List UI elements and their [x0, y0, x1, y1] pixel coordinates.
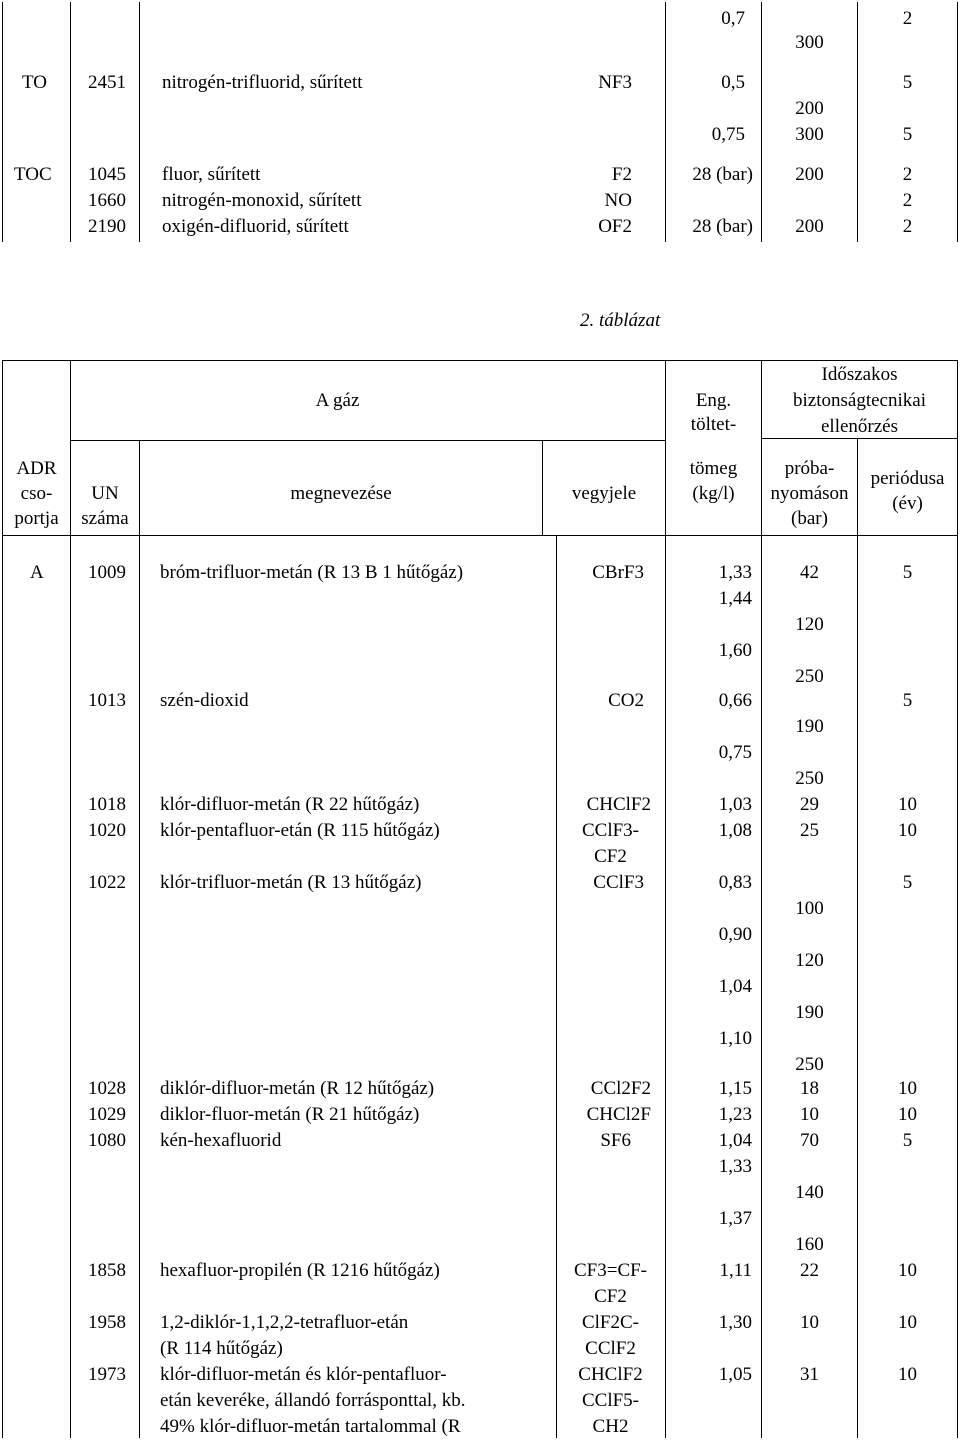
cell-un: 1958 [88, 1312, 126, 1333]
cell-period: 5 [902, 124, 913, 145]
cell-period: 5 [902, 562, 913, 583]
header-fill-line: töltet- [690, 414, 737, 435]
cell-pressure: 140 [795, 1182, 824, 1203]
table-rule [957, 360, 958, 1438]
header-fill-line: (kg/l) [692, 483, 735, 504]
cell-name: etán keveréke, állandó forrásponttal, kb. [160, 1390, 466, 1411]
cell-formula: F2 [611, 164, 632, 185]
header-pressure-line: nyomáson [770, 483, 849, 504]
cell-formula: CO2 [608, 690, 644, 711]
cell-period: 5 [902, 872, 913, 893]
cell-period: 2 [902, 216, 913, 237]
cell-un: 1973 [88, 1364, 126, 1385]
cell-fill: 0,83 [718, 872, 752, 893]
cell-formula: ClF2C- [581, 1312, 640, 1333]
cell-name: oxigén-difluorid, sűrített [162, 216, 349, 237]
header-un-line: UN [91, 483, 119, 504]
cell-name: diklor-fluor-metán (R 21 hűtőgáz) [160, 1104, 420, 1125]
cell-pressure: 100 [795, 898, 824, 919]
cell-pressure: 200 [795, 98, 824, 119]
cell-formula: CClF3- [581, 820, 640, 841]
cell-pressure: 10 [800, 1312, 819, 1333]
cell-un: 1029 [88, 1104, 126, 1125]
cell-formula: CHClF2 [586, 794, 651, 815]
cell-period: 5 [902, 72, 913, 93]
cell-fill: 1,30 [718, 1312, 752, 1333]
table-rule [70, 440, 665, 441]
cell-un: 1045 [88, 164, 126, 185]
header-name: megnevezése [290, 483, 392, 504]
cell-fill: 1,04 [718, 976, 752, 997]
header-periodic-line: Időszakos [821, 364, 898, 385]
cell-name: hexafluor-propilén (R 1216 hűtőgáz) [160, 1260, 440, 1281]
cell-name: klór-trifluor-metán (R 13 hűtőgáz) [160, 872, 422, 893]
cell-un: 1858 [88, 1260, 126, 1281]
cell-name: 49% klór-difluor-metán tartalommal (R [160, 1416, 461, 1437]
cell-period: 10 [898, 1364, 917, 1385]
cell-fill: 1,04 [718, 1130, 752, 1151]
cell-un: 2190 [88, 216, 126, 237]
cell-pressure: 31 [800, 1364, 819, 1385]
table-rule [139, 2, 140, 242]
table-rule [761, 438, 957, 439]
cell-un: 1013 [88, 690, 126, 711]
cell-fill: 1,23 [718, 1104, 752, 1125]
cell-formula: CH2 [592, 1416, 629, 1437]
table-rule [957, 2, 958, 242]
cell-fill: 28 (bar) [692, 216, 753, 237]
header-un-line: száma [81, 508, 129, 529]
cell-fill: 1,05 [718, 1364, 752, 1385]
header-gas: A gáz [315, 390, 360, 411]
header-adr-line: cso- [20, 483, 53, 504]
cell-un: 1660 [88, 190, 126, 211]
cell-period: 10 [898, 1260, 917, 1281]
header-periodic-line: biztonságtecnikai [793, 390, 926, 411]
cell-formula: SF6 [600, 1130, 631, 1151]
cell-fill: 1,15 [718, 1078, 752, 1099]
cell-fill: 1,37 [718, 1208, 752, 1229]
table-rule [2, 360, 958, 361]
cell-period: 10 [898, 794, 917, 815]
cell-formula: CClF2 [585, 1338, 636, 1359]
cell-pressure: 200 [795, 216, 824, 237]
header-adr-line: ADR [16, 458, 57, 479]
cell-un: 1028 [88, 1078, 126, 1099]
header-formula: vegyjele [571, 483, 637, 504]
cell-fill: 1,44 [718, 588, 752, 609]
table-rule [2, 2, 3, 242]
cell-name: klór-difluor-metán (R 22 hűtőgáz) [160, 794, 420, 815]
cell-name: 1,2-diklór-1,1,2,2-tetrafluor-etán [160, 1312, 409, 1333]
cell-un: 1009 [88, 562, 126, 583]
cell-name: nitrogén-monoxid, sűrített [162, 190, 362, 211]
cell-period: 10 [898, 1104, 917, 1125]
cell-pressure: 18 [800, 1078, 819, 1099]
cell-pressure: 22 [800, 1260, 819, 1281]
header-periodic-line: ellenőrzés [820, 416, 898, 437]
cell-formula: NF3 [598, 72, 632, 93]
table-caption: 2. táblázat [580, 310, 661, 331]
cell-pressure: 25 [800, 820, 819, 841]
cell-period: 5 [902, 690, 913, 711]
cell-fill: 1,10 [718, 1028, 752, 1049]
table-rule [857, 535, 858, 1438]
cell-period: 2 [902, 164, 913, 185]
cell-name: szén-dioxid [160, 690, 249, 711]
cell-fill: 1,03 [718, 794, 752, 815]
cell-formula: CClF3 [593, 872, 644, 893]
header-fill-line: Eng. [695, 390, 732, 411]
cell-fill: 1,11 [719, 1260, 752, 1281]
cell-formula: CHClF2 [578, 1364, 643, 1385]
cell-period: 10 [898, 1312, 917, 1333]
cell-class: TO [22, 72, 47, 93]
cell-un: 1018 [88, 794, 126, 815]
cell-period: 10 [898, 820, 917, 841]
cell-pressure: 250 [795, 768, 824, 789]
table-rule [2, 535, 958, 536]
cell-un: 1022 [88, 872, 126, 893]
cell-formula: CHCl2F [586, 1104, 651, 1125]
cell-class: TOC [14, 164, 52, 185]
cell-pressure: 120 [795, 950, 824, 971]
cell-name: kén-hexafluorid [160, 1130, 282, 1151]
header-pressure-line: (bar) [791, 508, 828, 529]
header-period-line: (év) [892, 493, 923, 514]
cell-pressure: 190 [795, 1002, 824, 1023]
cell-name: diklór-difluor-metán (R 12 hűtőgáz) [160, 1078, 435, 1099]
cell-period: 10 [898, 1078, 917, 1099]
cell-fill: 1,08 [718, 820, 752, 841]
header-fill-line: tömeg [689, 458, 738, 479]
cell-pressure: 250 [795, 1054, 824, 1075]
cell-pressure: 120 [795, 614, 824, 635]
header-pressure-line: próba- [784, 458, 835, 479]
header-adr-line: portja [14, 508, 59, 529]
cell-period: 2 [902, 8, 913, 29]
cell-pressure: 190 [795, 716, 824, 737]
cell-pressure: 42 [800, 562, 819, 583]
cell-pressure: 160 [795, 1234, 824, 1255]
cell-fill: 28 (bar) [692, 164, 753, 185]
cell-fill: 1,33 [718, 1156, 752, 1177]
cell-pressure: 200 [795, 164, 824, 185]
header-period-line: periódusa [870, 468, 945, 489]
cell-fill: 0,7 [721, 8, 745, 29]
cell-formula: CF3=CF- [573, 1260, 648, 1281]
cell-formula: CCl2F2 [590, 1078, 651, 1099]
cell-fill: 1,60 [718, 640, 752, 661]
cell-period: 2 [902, 190, 913, 211]
cell-fill: 0,75 [711, 124, 745, 145]
cell-pressure: 250 [795, 666, 824, 687]
cell-fill: 0,5 [721, 72, 745, 93]
cell-fill: 0,66 [718, 690, 752, 711]
table-rule [665, 2, 666, 242]
cell-fill: 0,75 [718, 742, 752, 763]
cell-name: fluor, sűrített [162, 164, 261, 185]
cell-formula: CBrF3 [592, 562, 644, 583]
cell-un: 2451 [88, 72, 126, 93]
cell-formula: CClF5- [581, 1390, 640, 1411]
cell-adr: A [30, 562, 44, 583]
cell-fill: 1,33 [718, 562, 752, 583]
cell-name: (R 114 hűtőgáz) [160, 1338, 283, 1359]
cell-formula: OF2 [598, 216, 632, 237]
cell-pressure: 70 [800, 1130, 819, 1151]
cell-formula: CF2 [594, 846, 627, 867]
cell-pressure: 300 [795, 124, 824, 145]
cell-period: 5 [902, 1130, 913, 1151]
cell-name: klór-difluor-metán és klór-pentafluor- [160, 1364, 447, 1385]
cell-un: 1080 [88, 1130, 126, 1151]
cell-pressure: 300 [795, 32, 824, 53]
cell-pressure: 29 [800, 794, 819, 815]
table-rule [139, 535, 140, 1438]
cell-formula: NO [604, 190, 632, 211]
cell-name: bróm-trifluor-metán (R 13 B 1 hűtőgáz) [160, 562, 464, 583]
cell-un: 1020 [88, 820, 126, 841]
cell-name: nitrogén-trifluorid, sűrített [162, 72, 363, 93]
cell-pressure: 10 [800, 1104, 819, 1125]
cell-fill: 0,90 [718, 924, 752, 945]
cell-formula: CF2 [594, 1286, 627, 1307]
cell-name: klór-pentafluor-etán (R 115 hűtőgáz) [160, 820, 440, 841]
